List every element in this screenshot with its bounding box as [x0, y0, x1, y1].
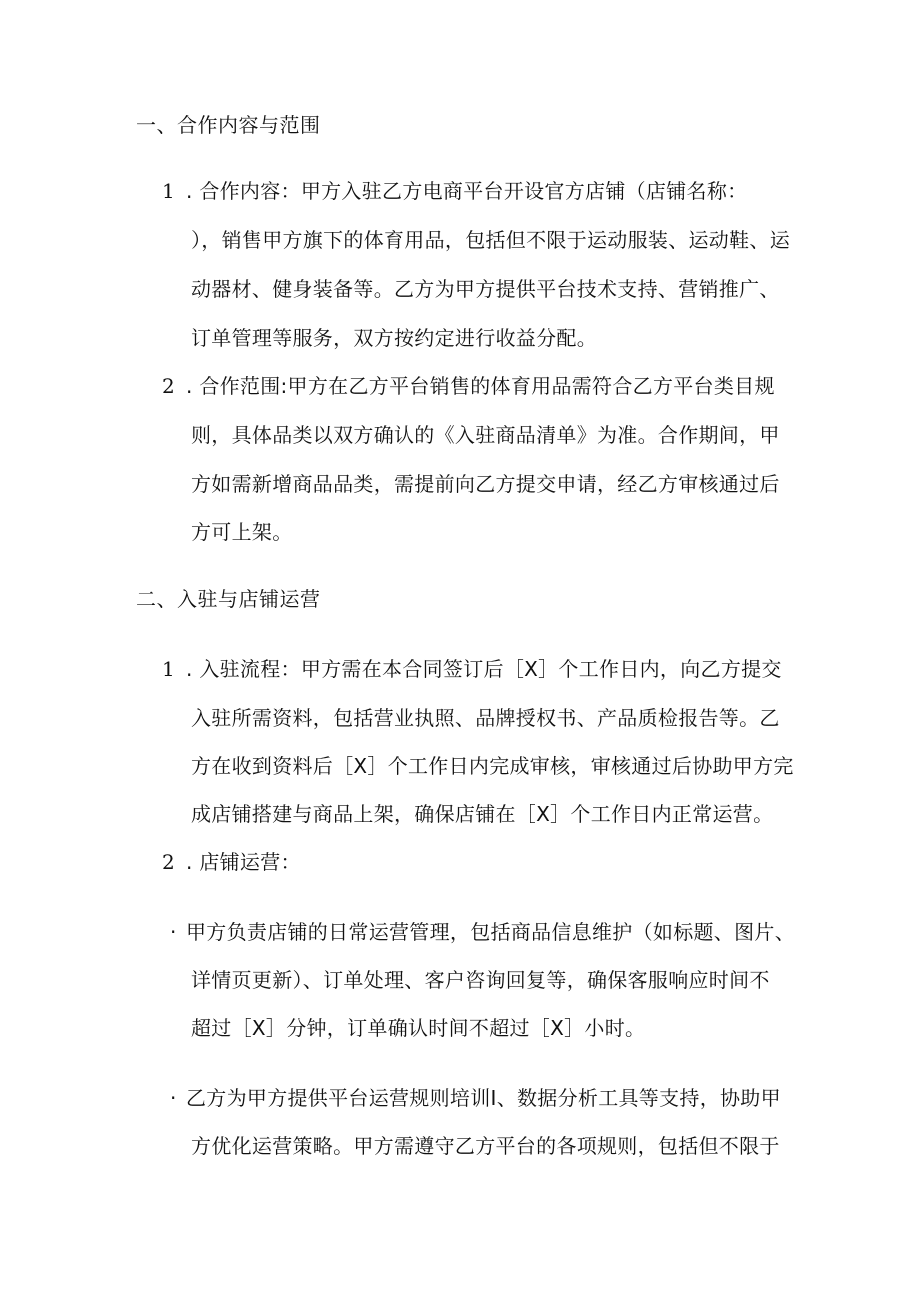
- section-title-onboarding: 二、入驻与店铺运营: [136, 587, 321, 611]
- paragraph-line: 成店铺搭建与商品上架，确保店铺在［X］个工作日内正常运营。: [191, 802, 774, 826]
- paragraph-line: 方在收到资料后［X］个工作日内完成审核，审核通过后协助甲方完: [191, 754, 794, 778]
- item-number: 1: [162, 657, 175, 681]
- item-number: 2: [162, 850, 175, 874]
- paragraph-line: 方如需新增商品品类，需提前向乙方提交申请，经乙方审核通过后: [191, 472, 780, 496]
- section-title-cooperation: 一、合作内容与范围: [136, 113, 321, 137]
- paragraph-line: . 合作内容：甲方入驻乙方电商平台开设官方店铺（店铺名称：: [186, 179, 748, 203]
- paragraph-line: 方可上架。: [191, 520, 293, 544]
- paragraph-line: . 入驻流程：甲方需在本合同签订后［X］个工作日内，向乙方提交: [186, 657, 782, 681]
- bullet-marker: ·: [170, 1086, 177, 1110]
- paragraph-line: 则，具体品类以双方确认的《入驻商品清单》为准。合作期间，甲: [191, 423, 780, 447]
- bullet-marker: ·: [170, 920, 177, 944]
- item-number: 2: [162, 374, 175, 398]
- paragraph-line: ），销售甲方旗下的体育用品，包括但不限于运动服装、运动鞋、运: [191, 228, 790, 252]
- bullet-line: 方优化运营策略。甲方需遵守乙方平台的各项规则，包括但不限于: [191, 1134, 780, 1158]
- bullet-line: 乙方为甲方提供平台运营规则培训I、数据分析工具等支持，协助甲: [186, 1086, 781, 1110]
- paragraph-line: . 店铺运营：: [186, 850, 301, 874]
- paragraph-line: 订单管理等服务，双方按约定进行收益分配。: [191, 326, 597, 350]
- bullet-line: 超过［X］分钟，订单确认时间不超过［X］小时。: [191, 1016, 646, 1040]
- paragraph-line: . 合作范围:甲方在乙方平台销售的体育用品需符合乙方平台类目规: [186, 374, 775, 398]
- paragraph-line: 入驻所需资料，包括营业执照、品牌授权书、产品质检报告等。乙: [191, 706, 780, 730]
- item-number: 1: [162, 179, 175, 203]
- bullet-line: 甲方负责店铺的日常运营管理，包括商品信息维护（如标题、图片、: [186, 920, 795, 944]
- bullet-line: 详情页更新）、订单处理、客户咨询回复等，确保客服响应时间不: [191, 968, 770, 992]
- paragraph-line: 动器材、健身装备等。乙方为甲方提供平台技术支持、营销推广、: [191, 277, 780, 301]
